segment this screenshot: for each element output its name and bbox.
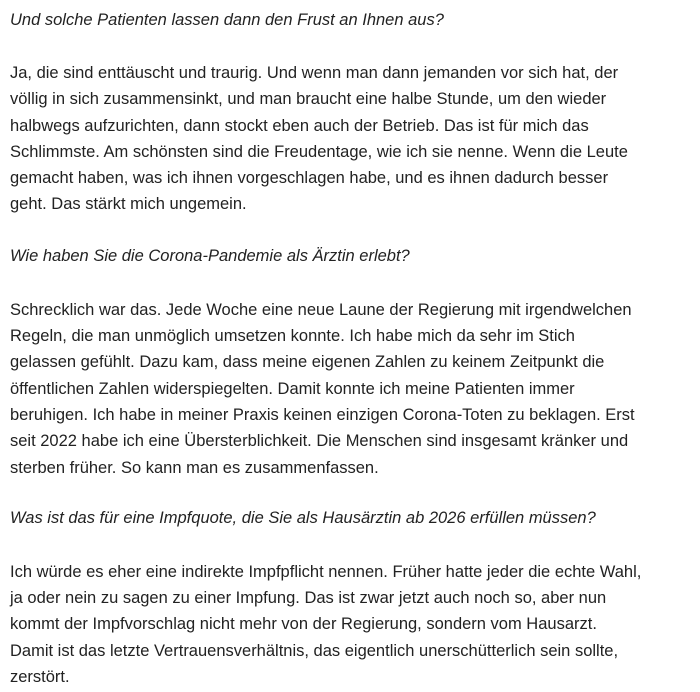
interview-answer-2 [10, 297, 690, 481]
answer-line: ja oder nein zu sagen zu einer Impfung. Das ist zwar jetzt auch noch so, aber nun [10, 589, 607, 608]
answer-line: Ja, die sind enttäuscht und traurig. Und wenn man dann jemanden vor sich hat, der [10, 64, 619, 82]
answer-line: kommt der Impfvorschlag nicht mehr von der Regierung, sondern vom Hausarzt. [10, 615, 597, 634]
answer-line: Schrecklich war das. Jede Woche eine neue Laune der Regierung mit irgendwelchen [10, 300, 632, 319]
answer-line: Regeln, die man unmöglich umsetzen konnte. Ich habe mich da sehr im Stich [10, 327, 575, 346]
answer-line: zerstört. [10, 668, 70, 687]
answer-line: Schlimmste. Am schönsten sind die Freudentage, wie ich sie nenne. Wenn die Leute [10, 142, 628, 161]
answer-line: Damit ist das letzte Vertrauensverhältnis, das eigentlich unerschütterlich sein sollte, [10, 641, 619, 660]
answer-line: gelassen gefühlt. Dazu kam, dass meine eigenen Zahlen zu keinem Zeitpunkt die [10, 353, 605, 372]
answer-line: völlig in sich zusammensinkt, und man braucht eine halbe Stunde, um den wieder [10, 90, 607, 109]
answer-line: sterben früher. So kann man es zusammenfassen. [10, 458, 379, 477]
answer-line: halbwegs aufzurichten, dann stockt eben auch der Betrieb. Das ist für mich das [10, 116, 589, 135]
answer-line: gemacht haben, was ich ihnen vorgeschlagen habe, und es ihnen dadurch besser [10, 169, 609, 188]
answer-line: beruhigen. Ich habe in meiner Praxis keinen einzigen Corona-Toten zu beklagen. Erst [10, 405, 635, 424]
answer-line: geht. Das stärkt mich ungemein. [10, 195, 247, 214]
interview-question-1: Und solche Patienten lassen dann den Frust an Ihnen aus? [10, 11, 444, 29]
interview-answer-3 [10, 559, 690, 690]
answer-line: Ich würde es eher eine indirekte Impfpflicht nennen. Früher hatte jeder die echte Wahl, [10, 562, 642, 581]
interview-question-3: Was ist das für eine Impfquote, die Sie als Hausärztin ab 2026 erfüllen müssen? [10, 508, 596, 527]
interview-article [10, 0, 690, 690]
interview-question-2: Wie haben Sie die Corona-Pandemie als Ärztin erlebt? [10, 246, 410, 265]
interview-answer-1 [10, 60, 690, 218]
answer-line: öffentlichen Zahlen widerspiegelten. Damit konnte ich meine Patienten immer [10, 379, 575, 398]
answer-line: seit 2022 habe ich eine Übersterblichkeit. Die Menschen sind insgesamt kränker und [10, 432, 629, 451]
